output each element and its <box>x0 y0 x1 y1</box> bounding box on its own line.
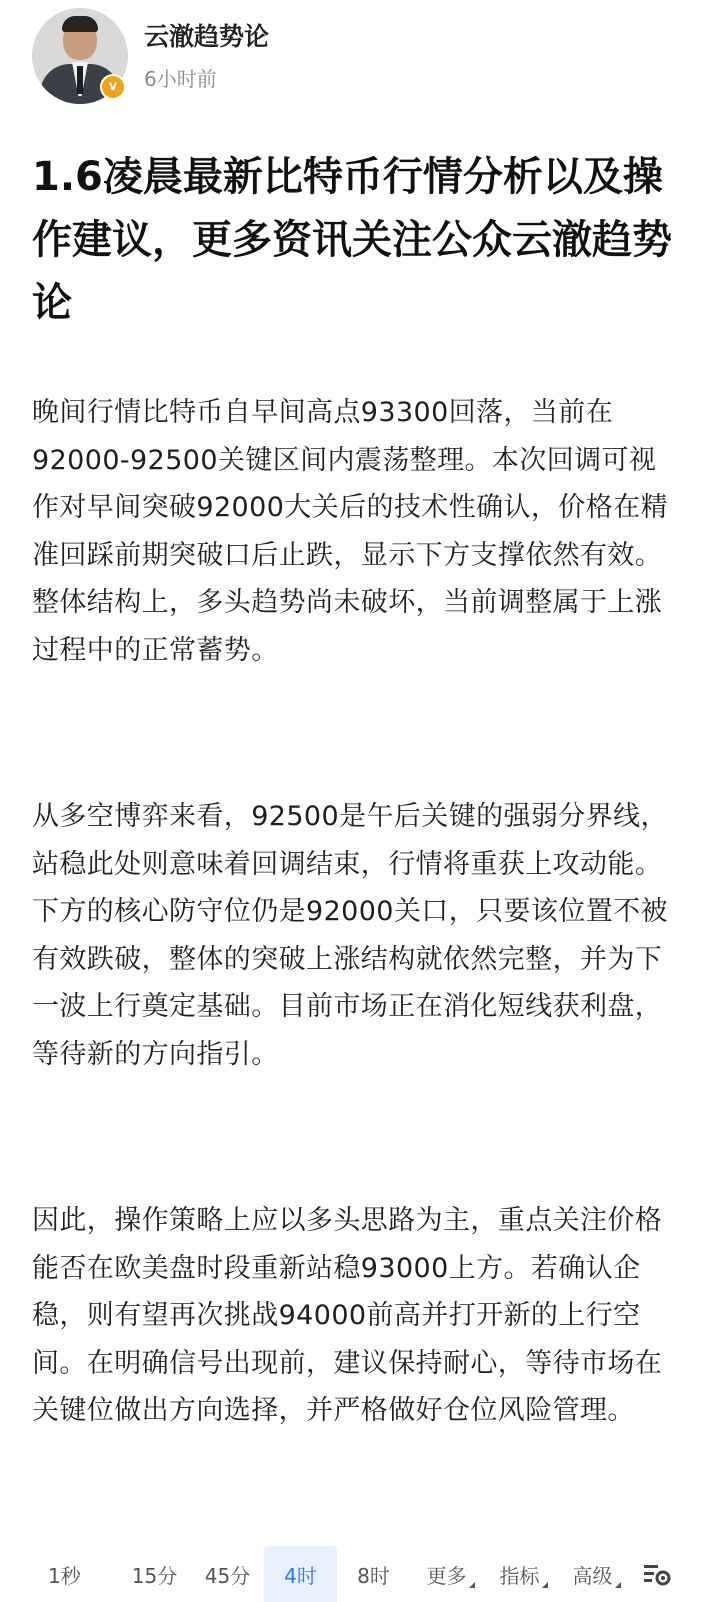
article-body <box>32 389 682 1435</box>
interval-15m-tab[interactable]: 15分 <box>131 1563 178 1588</box>
interval-4h-tab[interactable]: 4时 <box>264 1546 337 1602</box>
article-paragraph: 因此，操作策略上应以多头思路为主，重点关注价格能否在欧美盘时段重新站稳93000上方。若确认企稳，则有望再次挑战94000前高并打开新的上行空间。在明确信号出现前，建议保持耐心，等待市场在关键位做出方向选择，并严格做好仓位风险管理。 <box>32 1205 663 1426</box>
more-intervals-dropdown[interactable] <box>410 1546 483 1602</box>
interval-8h-tab[interactable]: 8时 <box>357 1563 390 1588</box>
chart-interval-toolbar <box>0 1523 720 1602</box>
author-meta <box>144 20 269 92</box>
dropdown-corner-icon <box>469 1582 475 1588</box>
article-paragraph: 从多空博弈来看，92500是午后关键的强弱分界线，站稳此处则意味着回调结束，行情将重获上攻动能。下方的核心防守位仍是92000关口，只要该位置不被有效跌破，整体的突破上涨结构就依然完整，并为下一波上行奠定基础。目前市场正在消化短线获利盘，等待新的方向指引。 <box>32 801 668 1070</box>
verified-badge-icon: v <box>100 74 126 100</box>
advanced-label: 高级 <box>572 1563 613 1588</box>
avatar[interactable] <box>32 8 128 104</box>
dropdown-corner-icon <box>615 1582 621 1588</box>
post-time: 6小时前 <box>144 67 217 91</box>
article-title: 1.6凌晨最新比特币行情分析以及操作建议，更多资讯关注公众云澈趋势论 <box>32 154 672 326</box>
author-header <box>32 8 269 104</box>
author-name[interactable]: 云澈趋势论 <box>144 22 270 51</box>
interval-45m-tab[interactable]: 45分 <box>204 1563 251 1588</box>
interval-1s-tab[interactable]: 1秒 <box>48 1563 81 1588</box>
indicators-dropdown[interactable] <box>483 1546 556 1602</box>
article-paragraph: 晚间行情比特币自早间高点93300回落，当前在92000-92500关键区间内震荡整理。本次回调可视作对早间突破92000大关后的技术性确认，价格在精准回踩前期突破口后止跌，显示下方支撑依然有效。整体结构上，多头趋势尚未破坏，当前调整属于上涨过程中的正常蓄势。 <box>32 397 668 666</box>
indicators-label: 指标 <box>499 1563 540 1588</box>
chart-settings-icon[interactable] <box>637 1546 677 1602</box>
more-label: 更多 <box>426 1563 467 1588</box>
advanced-dropdown[interactable] <box>556 1546 629 1602</box>
dropdown-corner-icon <box>542 1582 548 1588</box>
